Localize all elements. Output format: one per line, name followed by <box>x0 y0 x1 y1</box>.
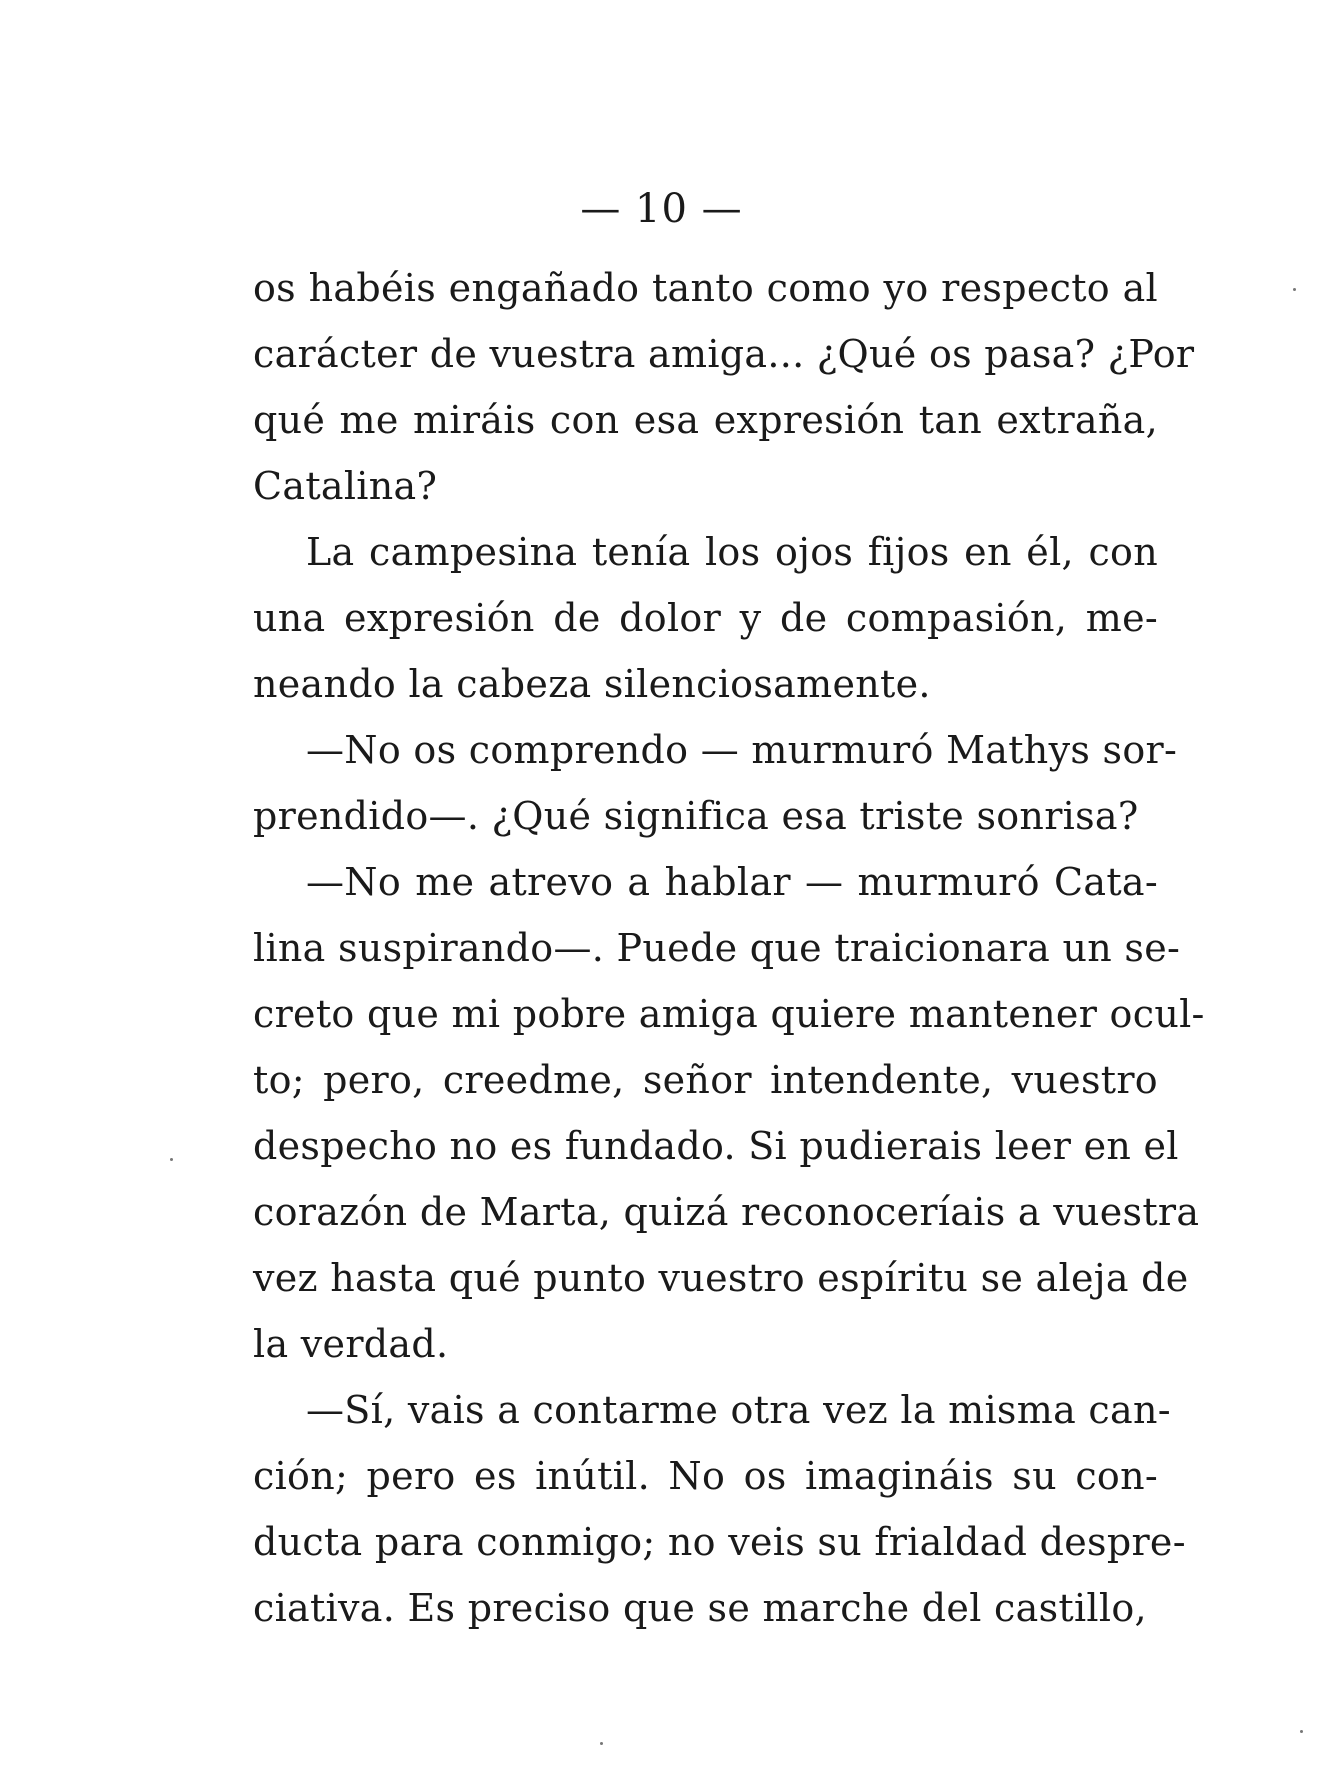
paragraph <box>253 1377 1186 1641</box>
paragraph <box>253 849 1205 1377</box>
text-line: prendido—. ¿Qué significa esa triste sonrisa? <box>253 794 1139 838</box>
text-line: —No me atrevo a hablar — murmuró Cata- <box>306 860 1158 904</box>
text-line: ción; pero es inútil. No os imagináis su con- <box>253 1454 1158 1498</box>
page-number: — 10 — <box>580 186 743 232</box>
text-line: la verdad. <box>253 1322 449 1366</box>
text-line: os habéis engañado tanto como yo respecto al <box>253 266 1158 310</box>
text-line: —Sí, vais a contarme otra vez la misma can- <box>306 1388 1171 1432</box>
text-line: corazón de Marta, quizá reconoceríais a vuestra <box>253 1190 1200 1234</box>
text-line: —No os comprendo — murmuró Mathys sor- <box>306 728 1178 772</box>
text-line: vez hasta qué punto vuestro espíritu se aleja de <box>253 1256 1189 1300</box>
text-line: neando la cabeza silenciosamente. <box>253 662 931 706</box>
paragraph <box>253 717 1178 849</box>
paragraph <box>253 519 1158 717</box>
text-line: La campesina tenía los ojos fijos en él, con <box>306 530 1158 574</box>
scan-speck <box>600 1742 603 1745</box>
scan-speck <box>1300 1730 1303 1733</box>
text-line: carácter de vuestra amiga... ¿Qué os pasa? ¿Por <box>253 332 1195 376</box>
text-line: Catalina? <box>253 464 438 508</box>
text-line: una expresión de dolor y de compasión, me- <box>253 596 1158 640</box>
body-text <box>253 255 1205 1641</box>
paragraph <box>253 255 1195 519</box>
text-line: ciativa. Es preciso que se marche del castillo, <box>253 1586 1147 1630</box>
text-line: to; pero, creedme, señor intendente, vuestro <box>253 1058 1158 1102</box>
text-line: ducta para conmigo; no veis su frialdad despre- <box>253 1520 1186 1564</box>
text-line: creto que mi pobre amiga quiere mantener ocul- <box>253 992 1205 1036</box>
text-line: lina suspirando—. Puede que traicionara un se- <box>253 926 1181 970</box>
text-line: qué me miráis con esa expresión tan extraña, <box>253 398 1158 442</box>
scan-speck <box>170 1158 173 1161</box>
scan-speck <box>1293 288 1296 291</box>
text-line: despecho no es fundado. Si pudierais leer en el <box>253 1124 1179 1168</box>
